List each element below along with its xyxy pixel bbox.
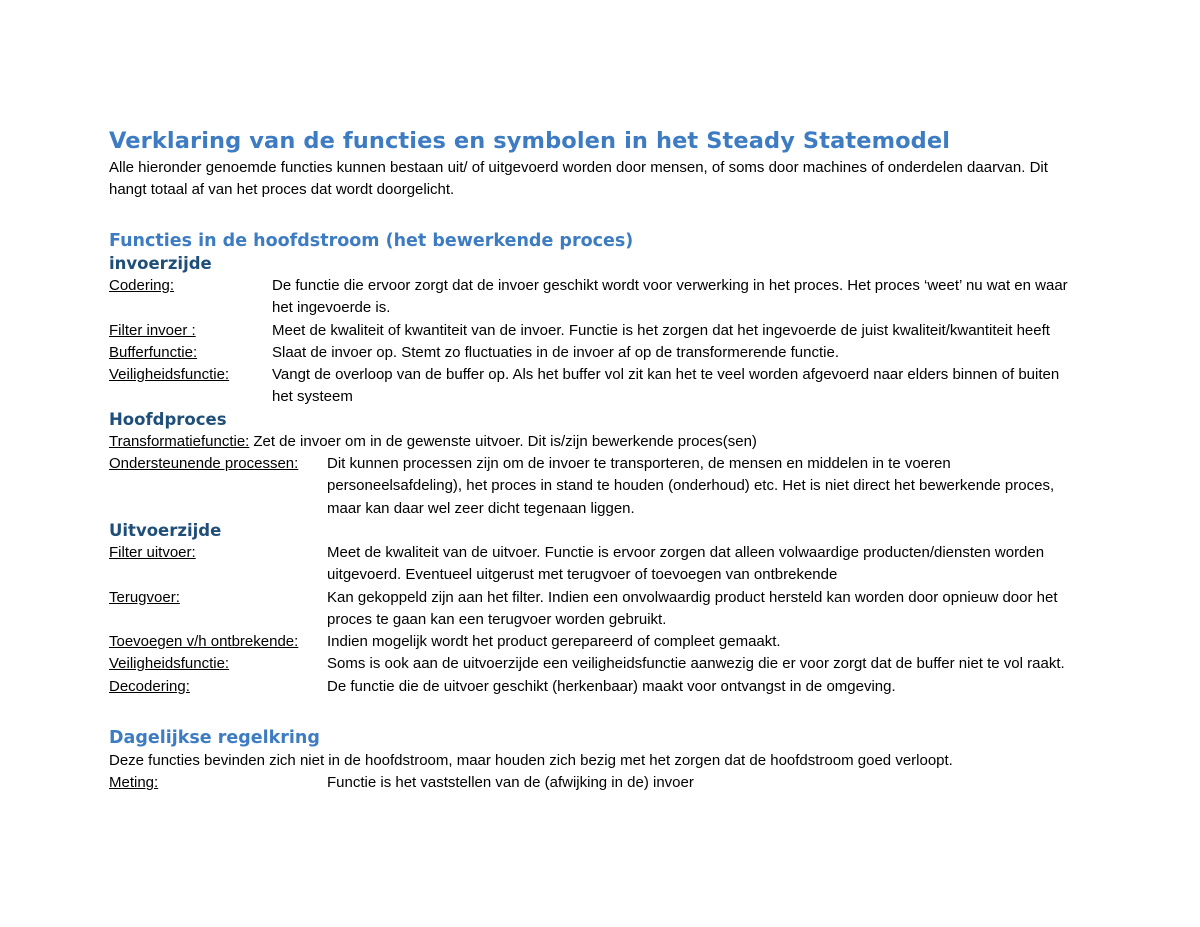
description: Dit kunnen processen zijn om de invoer te transporteren, de mensen en middelen in te voeren personeelsafdeling), het proces in stand te houden (onderhoud) etc. Het is niet direct het bewerkende proces, maar kan daar wel zeer dicht tegenaan liggen. bbox=[327, 455, 1055, 517]
term: Veiligheidsfunctie: bbox=[109, 655, 230, 673]
section-intro: Deze functies bevinden zich niet in de hoofdstroom, maar houden zich bezig met het zorgen dat de hoofdstroom goed verloopt. bbox=[109, 752, 953, 770]
term: Veiligheidsfunctie: bbox=[109, 366, 230, 384]
description: De functie die de uitvoer geschikt (herkenbaar) maakt voor ontvangst in de omgeving. bbox=[327, 677, 896, 695]
description: Kan gekoppeld zijn aan het filter. Indien een onvolwaardig product hersteld kan worden door opnieuw door het proces te gaan kan een terugvoer worden gebruikt. bbox=[327, 588, 1058, 628]
term: Transformatiefunctie: bbox=[109, 432, 250, 450]
description: Indien mogelijk wordt het product gerepareerd of compleet gemaakt. bbox=[327, 633, 781, 651]
term: Meting: bbox=[109, 774, 159, 792]
definition-row bbox=[109, 275, 1084, 320]
definition-row bbox=[109, 453, 1084, 520]
term: Codering: bbox=[109, 277, 175, 294]
definition-row bbox=[109, 631, 1084, 653]
definition-row bbox=[109, 772, 1084, 794]
section-heading-hoofdstroom: Functies in de hoofdstroom (het bewerkende proces) bbox=[109, 231, 634, 251]
subheading-hoofdproces: Hoofdproces bbox=[109, 409, 227, 429]
description: Soms is ook aan de uitvoerzijde een veiligheidsfunctie aanwezig die er voor zorgt dat de buffer niet te vol raakt. bbox=[327, 655, 1065, 673]
definition-row bbox=[109, 342, 1084, 364]
definition-row bbox=[109, 676, 1084, 698]
term: Toevoegen v/h ontbrekende: bbox=[109, 633, 299, 651]
description: Slaat de invoer op. Stemt zo fluctuaties in de invoer af op de transformerende functie. bbox=[272, 343, 839, 361]
description: Vangt de overloop van de buffer op. Als het buffer vol zit kan het te veel worden afgevoerd naar elders binnen of buiten het systeem bbox=[272, 366, 1060, 406]
definition-row bbox=[109, 653, 1084, 675]
description: Zet de invoer om in de gewenste uitvoer. Dit is/zijn bewerkende proces(sen) bbox=[253, 432, 757, 450]
term: Decodering: bbox=[109, 677, 190, 695]
definition-row bbox=[109, 542, 1084, 587]
document-page bbox=[109, 127, 1084, 794]
term: Filter uitvoer: bbox=[109, 543, 196, 561]
definition-row bbox=[109, 431, 1084, 453]
intro-paragraph: Alle hieronder genoemde functies kunnen bestaan uit/ of uitgevoerd worden door mensen, of soms door machines of onderdelen daarvan. Dit hangt totaal af van het proces dat wordt doorgelicht. bbox=[109, 159, 1048, 198]
description: Meet de kwaliteit of kwantiteit van de invoer. Functie is het zorgen dat het ingevoerde de juist kwaliteit/kwantiteit heeft bbox=[272, 321, 1050, 339]
term: Terugvoer: bbox=[109, 588, 180, 606]
definition-row bbox=[109, 320, 1084, 342]
description: De functie die ervoor zorgt dat de invoer geschikt wordt voor verwerking in het proces. Het proces ‘weet’ nu wat en waar het ingevoerde is. bbox=[272, 277, 1068, 317]
term: Bufferfunctie: bbox=[109, 343, 198, 361]
section-heading-regelkring: Dagelijkse regelkring bbox=[109, 728, 320, 749]
term: Filter invoer : bbox=[109, 321, 196, 339]
definition-row bbox=[109, 587, 1084, 632]
subheading-invoerzijde: invoerzijde bbox=[109, 254, 212, 273]
definition-row bbox=[109, 364, 1084, 409]
description: Meet de kwaliteit van de uitvoer. Functie is ervoor zorgen dat alleen volwaardige producten/diensten worden uitgevoerd. Eventueel uitgerust met terugvoer of toevoegen van ontbrekende bbox=[327, 543, 1045, 584]
description: Functie is het vaststellen van de (afwijking in de) invoer bbox=[327, 774, 694, 792]
document-title: Verklaring van de functies en symbolen in het Steady Statemodel bbox=[109, 128, 951, 154]
subheading-uitvoerzijde: Uitvoerzijde bbox=[109, 520, 222, 540]
term: Ondersteunende processen: bbox=[109, 455, 299, 473]
